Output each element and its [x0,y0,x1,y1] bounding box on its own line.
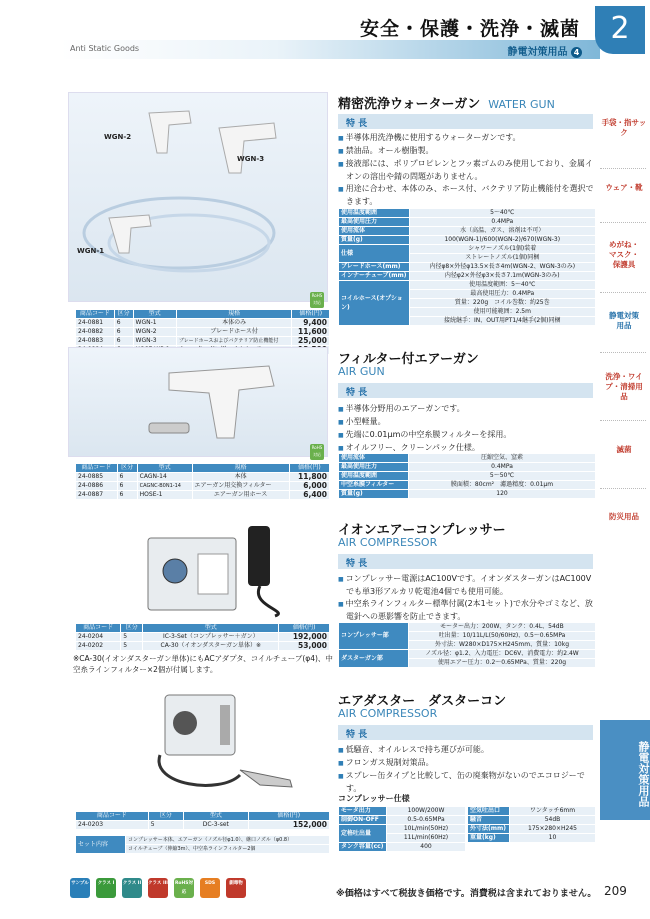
duster-features-heading: 特 長 [338,725,593,740]
air-gun-features: ■ 半導体分野用のエアーガンです。 ■ 小型軽量。 ■ 先端に0.01μmの中空糸膜フィルターを採用。 ■ オイルフリー、クリーンパック仕様。 [338,403,596,455]
table-row[interactable]: 24-0203 5 DC-3-set 152,000 [76,821,330,830]
duster-features: ■ 低騒音、オイルレスで持ち運びが可能。 ■ フロンガス規制対策品。 ■ スプレー缶タイプと比較して、缶の廃棄物がないのでエコロジーです。 [338,744,596,795]
water-gun-spec-table: 使用温度範囲 5〜40℃ 最高使用圧力 0.4MPa 使用流体 水（高温、ガス、溶剤は不可） 質量(g) 100(WGN-1)/600(WGN-2)/670(WGN-3) 仕様 シャワーノズル(1個)装着 ストレートノズル(1個)同梱 ブレードホース(mm) 内径φ8×外径φ13.5×長さ4m(WGN-2、WGN-3のみ) インナーチューブ(mm) 内径φ2×外径φ3×長さ7.1m(WGN-3のみ) コイルホース(オプション) 使用温度範囲：5〜40℃ 最高使用圧力：0.4MPa 質量：220g コイル巻数：約25巻 使用可能範囲：2.5m 接続継手：IN、OUT用PT1/4継手(2個)同梱 [338,208,596,326]
ion-compressor-note: ※CA-30(イオンダスターガン単体)にもACアダプタ、コイルチューブ(φ4)、中空糸ラインフィルター×2個が付属します。 [73,654,333,674]
poison-icon: 劇毒物 [226,878,246,898]
page-number: 209 [604,884,627,898]
water-gun-photo [68,92,328,302]
side-index-active[interactable]: 静電対策用品 [600,720,650,820]
duster-spec-right-table: 空気吐出口 ワンタッチ6mm 騒音 54dB 外寸法(mm) 175×280×H245 重量(kg) 10 [467,806,596,843]
side-index-cleaning[interactable]: 洗浄・ワイプ・清掃用品 [605,372,643,401]
ion-compressor-spec-table: コンプレッサー部 モーター出力：200W、タンク：0.4L、54dB 吐出量：10/11L/L(50/60Hz)、0.5〜0.65MPa 外寸法：W280×D175×H245mm、質量：10kg ダスターガン部 ノズル径：φ1.2、入力電圧：DC6V、消費電力：約2.4W 使用エアー圧力：0.2〜0.65MPa、質量：220g [338,622,596,668]
sds-icon: SDS [200,878,220,898]
class1-icon: クラス I [96,878,116,898]
table-row[interactable]: 24-0202 5 CA-30（イオンダスターガン単体）※ 53,000 [76,642,330,651]
rohs-icon: RoHS 対応 [310,292,324,308]
rohs-icon: RoHS 対応 [310,444,324,460]
ion-compressor-features: ■ コンプレッサー電源はAC100Vです。イオンダスターガンはAC100Vでも単3形アルカリ乾電池4個でも使用可能。 ■ 中空糸ラインフィルター標準付属(2本1セット)で水分やゴミなど、放電針への悪影響を防止できます。 [338,573,596,623]
photo-label-wgn2: WGN-2 [104,133,132,141]
table-row[interactable]: 24-0885 6 CAGN-14 本体 11,800 [76,473,330,482]
ion-compressor-photo [140,516,320,620]
ion-compressor-english: AIR COMPRESSOR [338,536,438,549]
chapter-tab[interactable]: 2 [595,6,645,54]
water-gun-features: ■ 半導体用洗浄機に使用するウォーターガンです。 ■ 禁油品。オール樹脂製。 ■ 接液部には、ポリプロピレンとフッ素ゴムのみ使用しており、金属イオンの溶出や錆の問題がありません。 ■ 用途に合わせ、本体のみ、ホース付、バクテリア防止機能付を選択できます。 [338,132,596,208]
duster-illustration [140,685,320,800]
ion-compressor-order-table: 商品コード 区分 型式 価格(円) 24-0204 5 IC-3-Set（コンプレッサー＋ガン） 192,000 24-0202 5 CA-30（イオンダスターガン単体）※ 53,000 [75,623,330,651]
water-gun-features-heading: 特 長 [338,114,593,129]
duster-spec-title: コンプレッサー仕様 [338,794,410,803]
photo-label-wgn1: WGN-1 [77,247,105,255]
page-title: 安全・保護・洗浄・滅菌 [359,18,580,40]
air-gun-spec-table: 使用流体 圧縮空気、窒素 最高使用圧力 0.4MPa 使用温度範囲 5〜50℃ 中空糸膜フィルター 膜面積：80cm² 濾過精度：0.01μm 質量(g) 120 [338,453,596,499]
table-row[interactable]: 24-0882 6 WGN-2 ブレードホース付 11,600 [76,328,330,337]
subtitle-number-badge: 4 [571,47,582,58]
side-index-sterilize[interactable]: 滅菌 [616,445,632,454]
header-english: Anti Static Goods [70,44,140,53]
class2-icon: クラス II [122,878,142,898]
ion-compressor-title: イオンエアーコンプレッサー [338,523,506,538]
air-gun-illustration [69,348,327,456]
duster-set-table: セット内容 コンプレッサー本体、エアーガン（ノズル径φ1.0）、継口ノズル（φ0.8） コイルチューブ（伸縮3m）、中空糸ラインフィルター2個 [75,835,330,854]
ion-compressor-features-heading: 特 長 [338,554,593,569]
side-index-glasses[interactable]: めがね・マスク・保護具 [609,240,639,269]
rohs-icon: RoHS対応 [174,878,194,898]
header-subtitle: 静電対策用品 4 [470,43,582,58]
table-row[interactable]: 24-0881 6 WGN-1 本体のみ 9,400 [76,319,330,328]
side-index-wear[interactable]: ウェア・靴 [605,183,643,192]
class3-icon: クラス III [148,878,168,898]
air-gun-order-table: 商品コード 区分 型式 規格 価格(円) 24-0885 6 CAGN-14 本体 11,800 24-0886 6 CAGNC-B0N1-14 エアーガン用交換フィルター 6,000 24-0887 6 HOSE-1 エアーガン用ホース 6,400 [75,463,330,500]
duster-order-table: 商品コード 区分 型式 価格(円) 24-0203 5 DC-3-set 152,000 [75,811,330,830]
table-row[interactable]: 24-0883 6 WGN-3 ブレードホースおよびバクテリア防止機能付 25,000 [76,337,330,346]
sample-icon: サンプル [70,878,90,898]
photo-label-wgn3: WGN-3 [237,155,265,163]
table-row[interactable]: 24-0204 5 IC-3-Set（コンプレッサー＋ガン） 192,000 [76,633,330,642]
table-row[interactable]: 24-0886 6 CAGNC-B0N1-14 エアーガン用交換フィルター 6,000 [76,482,330,491]
water-gun-order-table: 商品コード 区分 型式 規格 価格(円) 24-0881 6 WGN-1 本体のみ 9,400 24-0882 6 WGN-2 ブレードホース付 11,600 24-0883 6 WGN-3 ブレードホースおよびバクテリア防止機能付 25,000 [75,309,330,355]
air-gun-english: AIR GUN [338,365,385,378]
air-gun-features-heading: 特 長 [338,383,593,398]
side-index-gloves[interactable]: 手袋・指サック [601,118,647,137]
duster-english: AIR COMPRESSOR [338,707,438,720]
water-gun-title: 精密洗浄ウォーターガン WATER GUN [338,97,555,112]
duster-photo [140,685,320,800]
duster-title: エアダスター ダスターコン [338,694,507,709]
side-index-static[interactable]: 静電対策用品 [609,311,639,330]
duster-spec-left-table: モータ出力 100W/200W 制御ON-OFF 0.5-0.65MPa 定格吐出量 10L/min(50Hz) 11L/min(60Hz) タンク容量(cc) 400 [338,806,466,852]
table-row[interactable]: 24-0887 6 HOSE-1 エアーガン用ホース 6,400 [76,491,330,500]
air-gun-photo [68,347,328,457]
side-index-disaster[interactable]: 防災用品 [609,512,639,521]
air-gun-title: フィルター付エアーガン [338,352,479,367]
water-gun-illustration [69,93,327,301]
ion-compressor-illustration [140,516,320,620]
footer-note: ※価格はすべて税抜き価格です。消費税は含まれておりません。 [336,889,597,899]
